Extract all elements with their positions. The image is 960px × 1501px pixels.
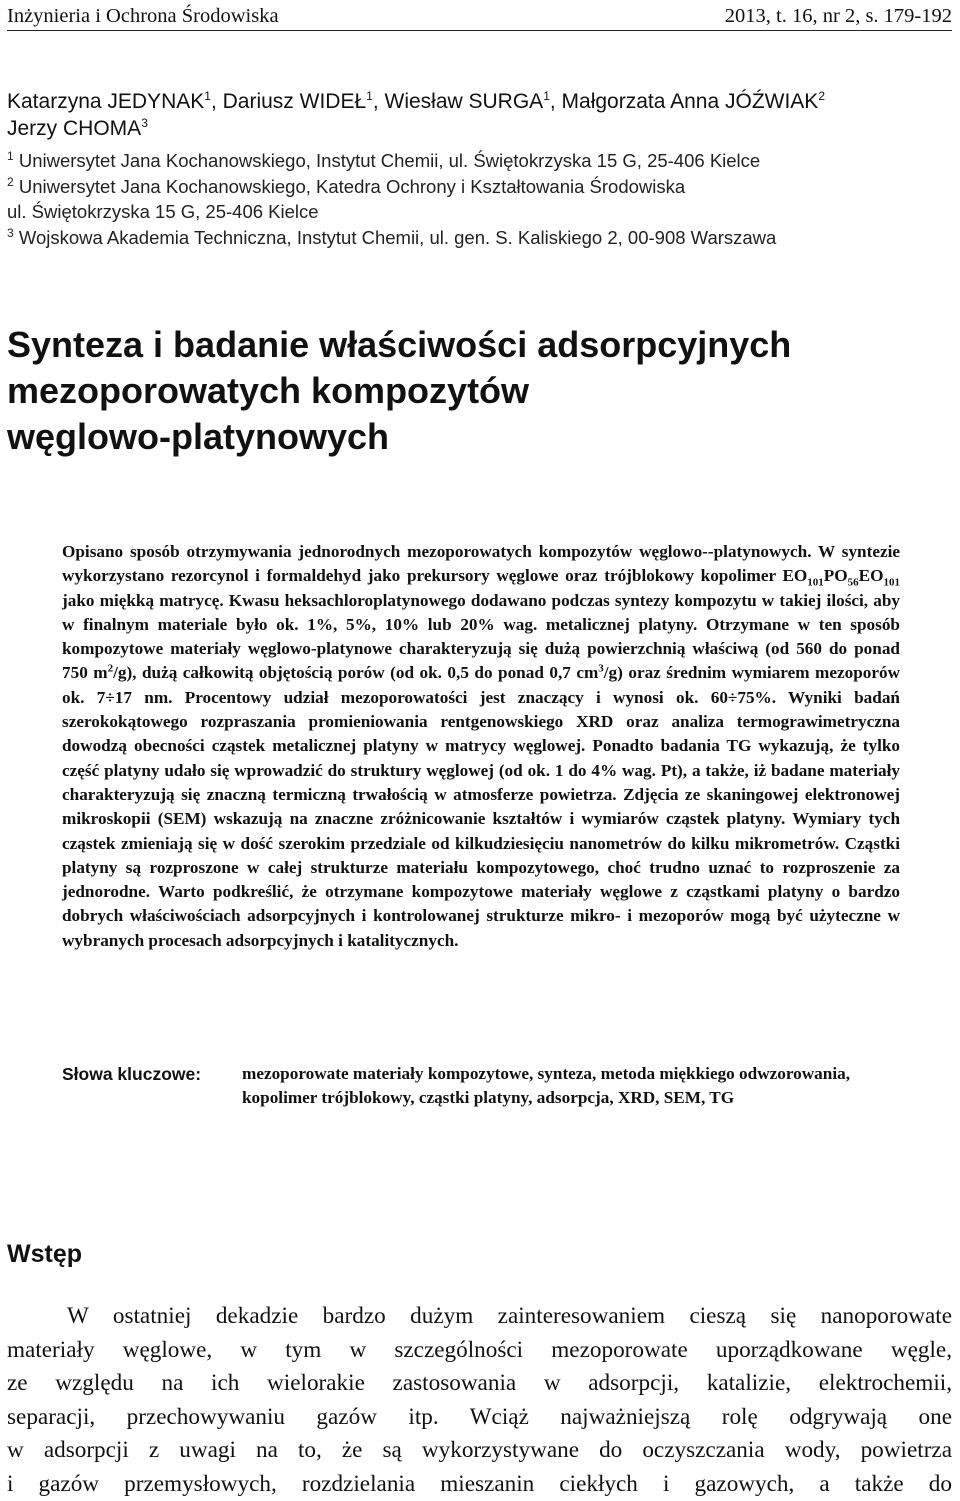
intro-line: ze względu na ich wielorakie zastosowania w adsorpcji, katalizie, elektrochemii, bbox=[7, 1367, 952, 1401]
citation-info: 2013, t. 16, nr 2, s. 179-192 bbox=[725, 4, 952, 28]
abstract: Opisano sposób otrzymywania jednorodnych mezoporowatych kompozytów węglowo--platynowych. W syntezie wykorzystano rezorcynol i formaldehyd jako prekursory węglowe oraz trójblokowy kopolimer $EO_{101}PO_{56}EO_{101}$ jako miękką matrycę. Kwasu heksachloroplatynowego dodawano podczas syntezy kompozytu w takiej ilości, aby w finalnym materiale było ok. 1%, 5%, 10% lub 20% wag. metalicznej platyny. Otrzymane w ten sposób kompozytowe materiały węglowo-platynowe charakteryzują się dużą powierzchnią właściwą (od 560 do ponad 750 $m^2/g$), dużą całkowitą objętością porów (od ok. 0,5 do ponad 0,7 $cm^3/g$) oraz średnim wymiarem mezoporów ok. 7÷17 nm. Procentowy udział mezoporowatości jest znaczący i wynosi ok. 60÷75%. Wyniki badań szerokokątowego rozpraszania promieniowania rentgenowskiego XRD oraz analiza termograwimetryczna dowodzą obecności cząstek metalicznej platyny w matrycy węglowej. Ponadto badania TG wykazują, że tylko część platyny udało się wprowadzić do struktury węglowej (od ok. 1 do 4% wag. Pt), a także, iż badane materiały charakteryzują się znaczną termiczną trwałością w atmosferze powietrza. Zdjęcia ze skaningowej elektronowej mikroskopii (SEM) wskazują na znaczne zróżnicowanie kształtów i wymiarów cząstek platyny. Wymiary tych cząstek zmieniają się w dość szerokim przedziale od kilkudziesięciu nanometrów do kilku mikrometrów. Cząstki platyny są rozproszone w całej strukturze materiału kompozytowego, choć trudno uznać to rozproszenie za jednorodne. Warto podkreślić, że otrzymane kompozytowe materiały węglowe z cząstkami platyny o bardzo dobrych właściwościach adsorpcyjnych i kontrolowanej strukturze mikro- i mezoporów mogą być użyteczne w wybranych procesach adsorpcyjnych i katalitycznych. bbox=[62, 540, 900, 953]
author-name: Katarzyna JEDYNAK bbox=[7, 90, 204, 113]
affiliation-line: $^2$ Uniwersytet Jana Kochanowskiego, Katedra Ochrony i Kształtowania Środowiska bbox=[7, 174, 952, 200]
title-line: mezoporowatych kompozytów bbox=[7, 368, 952, 414]
author-list bbox=[7, 88, 952, 142]
affiliation-marker: 3 bbox=[141, 116, 148, 130]
affiliation-marker: 1 bbox=[366, 89, 373, 103]
intro-line: materiały węglowe, w tym w szczególności mezoporowate uporządkowane węgle, bbox=[7, 1334, 952, 1368]
keywords bbox=[62, 1062, 902, 1111]
author-name: Jerzy CHOMA bbox=[7, 117, 141, 140]
intro-line: separacji, przechowywaniu gazów itp. Wciąż najważniejszą rolę odgrywają one bbox=[7, 1401, 952, 1435]
keywords-label: Słowa kluczowe: bbox=[62, 1062, 201, 1086]
intro-line: i gazów przemysłowych, rozdzielania mieszanin ciekłych i gazowych, a także do bbox=[7, 1468, 952, 1501]
title-line: węglowo-platynowych bbox=[7, 414, 952, 460]
affiliation-marker: 2 bbox=[7, 174, 14, 188]
keywords-text: mezoporowate materiały kompozytowe, synteza, metoda miękkiego odwzorowania, kopolimer trójblokowy, cząstki platyny, adsorpcja, XRD, SEM, TG bbox=[242, 1062, 902, 1111]
affiliation-line: ul. Świętokrzyska 15 G, 25-406 Kielce bbox=[7, 199, 952, 225]
affiliations bbox=[7, 148, 952, 250]
affiliation-line: $^3$ Wojskowa Akademia Techniczna, Instytut Chemii, ul. gen. S. Kaliskiego 2, 00-908 Warszawa bbox=[7, 225, 952, 251]
author-name: , Małgorzata Anna JÓŹWIAK bbox=[550, 90, 818, 113]
intro-line: w adsorpcji z uwagi na to, że są wykorzystywane do oczyszczania wody, powietrza bbox=[7, 1434, 952, 1468]
intro-line: W ostatniej dekadzie bardzo dużym zainteresowaniem cieszą się nanoporowate bbox=[7, 1300, 952, 1334]
section-heading: Wstęp bbox=[7, 1240, 82, 1269]
affiliation-marker: 1 bbox=[543, 89, 550, 103]
running-header bbox=[7, 4, 952, 31]
title-line: Synteza i badanie właściwości adsorpcyjnych bbox=[7, 322, 952, 368]
affiliation-marker: 3 bbox=[7, 225, 14, 239]
affiliation-marker: 2 bbox=[818, 89, 825, 103]
article-title bbox=[7, 322, 952, 460]
intro-paragraph bbox=[7, 1300, 952, 1501]
affiliation-marker: 1 bbox=[204, 89, 211, 103]
journal-name: Inżynieria i Ochrona Środowiska bbox=[7, 4, 279, 28]
affiliation-marker: 1 bbox=[7, 149, 14, 163]
author-name: , Wiesław SURGA bbox=[373, 90, 543, 113]
author-name: , Dariusz WIDEŁ bbox=[211, 90, 366, 113]
affiliation-line: $^1$ Uniwersytet Jana Kochanowskiego, Instytut Chemii, ul. Świętokrzyska 15 G, 25-406 Kielce bbox=[7, 148, 952, 174]
